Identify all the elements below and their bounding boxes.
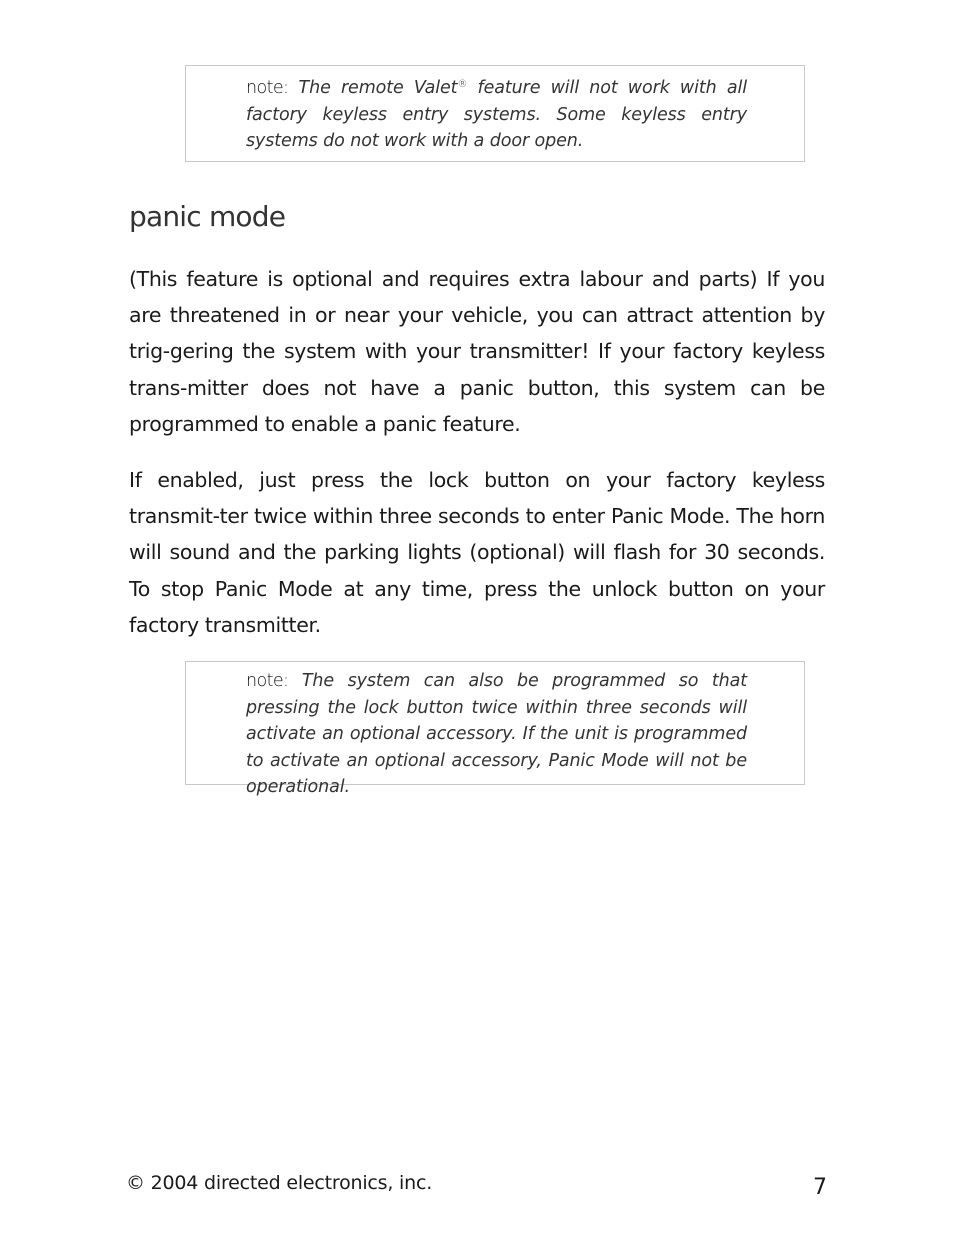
note-box-accessory [185, 661, 805, 797]
registered-mark: ® [457, 79, 468, 90]
note-text-valet [246, 72, 747, 155]
note-text-part: The system can also be programmed so that pressing the lock button twice within three seconds will activate an optional accessory. If the unit is programmed to activate an optional accessory, Panic Mode will not be operational. [246, 671, 747, 797]
note-box-valet [185, 65, 805, 162]
body-paragraph: If enabled, just press the lock button on your factory keyless transmit-ter twice within three seconds to enter Panic Mode. The horn will sound and the parking lights (optional) will flash for 30 seconds. To stop Panic Mode at any time, press the unlock button on your factory transmitter. [129, 468, 825, 637]
note-label: note: [246, 671, 289, 691]
page-number: 7 [813, 1175, 827, 1200]
note-text-accessory [246, 668, 747, 801]
note-text-part: The remote Valet [288, 78, 458, 98]
footer-copyright: © 2004 directed electronics, inc. [126, 1172, 433, 1194]
body-paragraph: (This feature is optional and requires extra labour and parts) If you are threatened in or near your vehicle, you can attract attention by trig-gering the system with your transmitter! If your factory keyless trans-mitter does not have a panic button, this system can be programmed to enable a panic feature. [129, 267, 825, 436]
note-text-part: feature will not work with all factory keyless entry systems. Some keyless entry systems do not work with a door open. [246, 78, 747, 151]
note-label: note: [246, 78, 289, 98]
section-title: panic mode [129, 200, 286, 233]
